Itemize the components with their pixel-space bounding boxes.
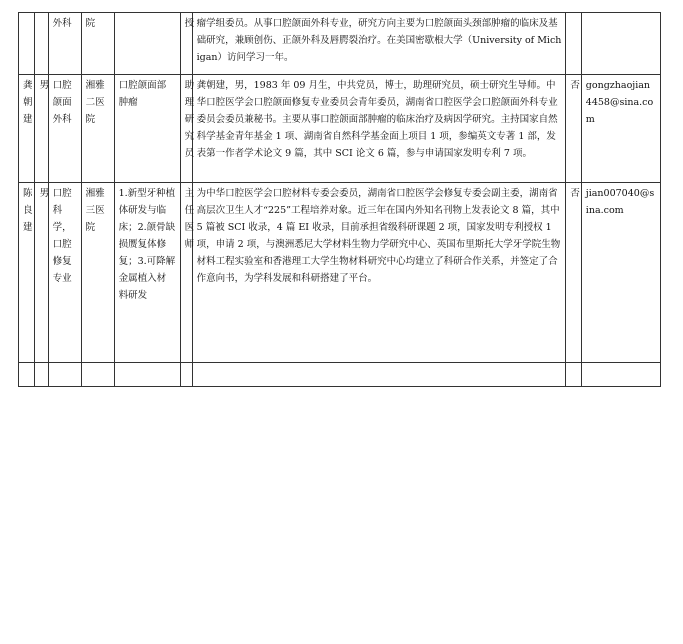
direction-cell: 1.新型牙种植体研发与临床；2.颌骨缺损赝复体修复；3.可降解金属植入材料研发 — [114, 183, 180, 363]
specialty-cell — [48, 363, 81, 387]
specialty-cell: 口腔颌面外科 — [48, 75, 81, 183]
email-cell[interactable]: jian007040@sina.com — [581, 183, 660, 363]
table-row — [19, 13, 661, 75]
name-cell — [19, 13, 35, 75]
hospital-cell: 湘雅二医院 — [81, 75, 114, 183]
name-cell: 陈良建 — [19, 183, 35, 363]
table-row — [19, 183, 661, 363]
direction-cell — [114, 363, 180, 387]
bio-cell — [192, 363, 566, 387]
table-row — [19, 363, 661, 387]
direction-cell: 口腔颌面部肿瘤 — [114, 75, 180, 183]
direction-cell — [114, 13, 180, 75]
email-cell — [581, 13, 660, 75]
flag-cell: 否 — [566, 183, 581, 363]
specialty-cell: 口腔科学，口腔修复专业 — [48, 183, 81, 363]
hospital-cell: 湘雅三医院 — [81, 183, 114, 363]
bio-cell: 瘤学组委员。从事口腔颌面外科专业，研究方向主要为口腔颌面头颈部肿瘤的临床及基础研究，兼顾创伤、正颌外科及唇腭裂治疗。在美国密歇根大学（University of Michigan）访问学习一年。 — [192, 13, 566, 75]
title-cell — [180, 363, 192, 387]
table-row — [19, 75, 661, 183]
title-cell: 主任医师 — [180, 183, 192, 363]
experts-table — [18, 12, 661, 387]
gender-cell: 男 — [35, 75, 48, 183]
gender-cell: 男 — [35, 183, 48, 363]
bio-cell: 为中华口腔医学会口腔材料专委会委员，湖南省口腔医学会修复专委会副主委，湖南省高层次卫生人才“225”工程培养对象。近三年在国内外知名刊物上发表论文 8 篇，其中 5 篇被 SCI 收录，4 篇 EI 收录，目前承担省级科研课题 2 项，国家发明专利授权 1 项，申请 2 项，与澳洲悉尼大学材料生物力学研究中心、英国布里斯托大学牙学院生物材料工程实验室和香港理工大学生物材料研究中心均建立了科研合作关系，并签定了合作意向书，为学科发展和科研搭建了平台。 — [192, 183, 566, 363]
email-cell[interactable]: gongzhaojian4458@sina.com — [581, 75, 660, 183]
gender-cell — [35, 13, 48, 75]
title-cell: 助理研究员 — [180, 75, 192, 183]
hospital-cell: 院 — [81, 13, 114, 75]
gender-cell — [35, 363, 48, 387]
name-cell: 龚朝建 — [19, 75, 35, 183]
hospital-cell — [81, 363, 114, 387]
title-cell: 授 — [180, 13, 192, 75]
email-cell — [581, 363, 660, 387]
flag-cell — [566, 363, 581, 387]
bio-cell: 龚朝建，男，1983 年 09 月生，中共党员，博士，助理研究员，硕士研究生导师。中华口腔医学会口腔颌面修复专业委员会青年委员，湖南省口腔医学会口腔颌面外科专业委员会委员兼秘书。主要从事口腔颌面部肿瘤的临床治疗及病因学研究。主持国家自然科学基金青年基金 1 项、湖南省自然科学基金面上项目 1 项，参编英文专著 1 部，发表第一作者学术论文 9 篇，其中 SCI 论文 6 篇，参与申请国家发明专利 7 项。 — [192, 75, 566, 183]
flag-cell — [566, 13, 581, 75]
specialty-cell: 外科 — [48, 13, 81, 75]
flag-cell: 否 — [566, 75, 581, 183]
name-cell — [19, 363, 35, 387]
